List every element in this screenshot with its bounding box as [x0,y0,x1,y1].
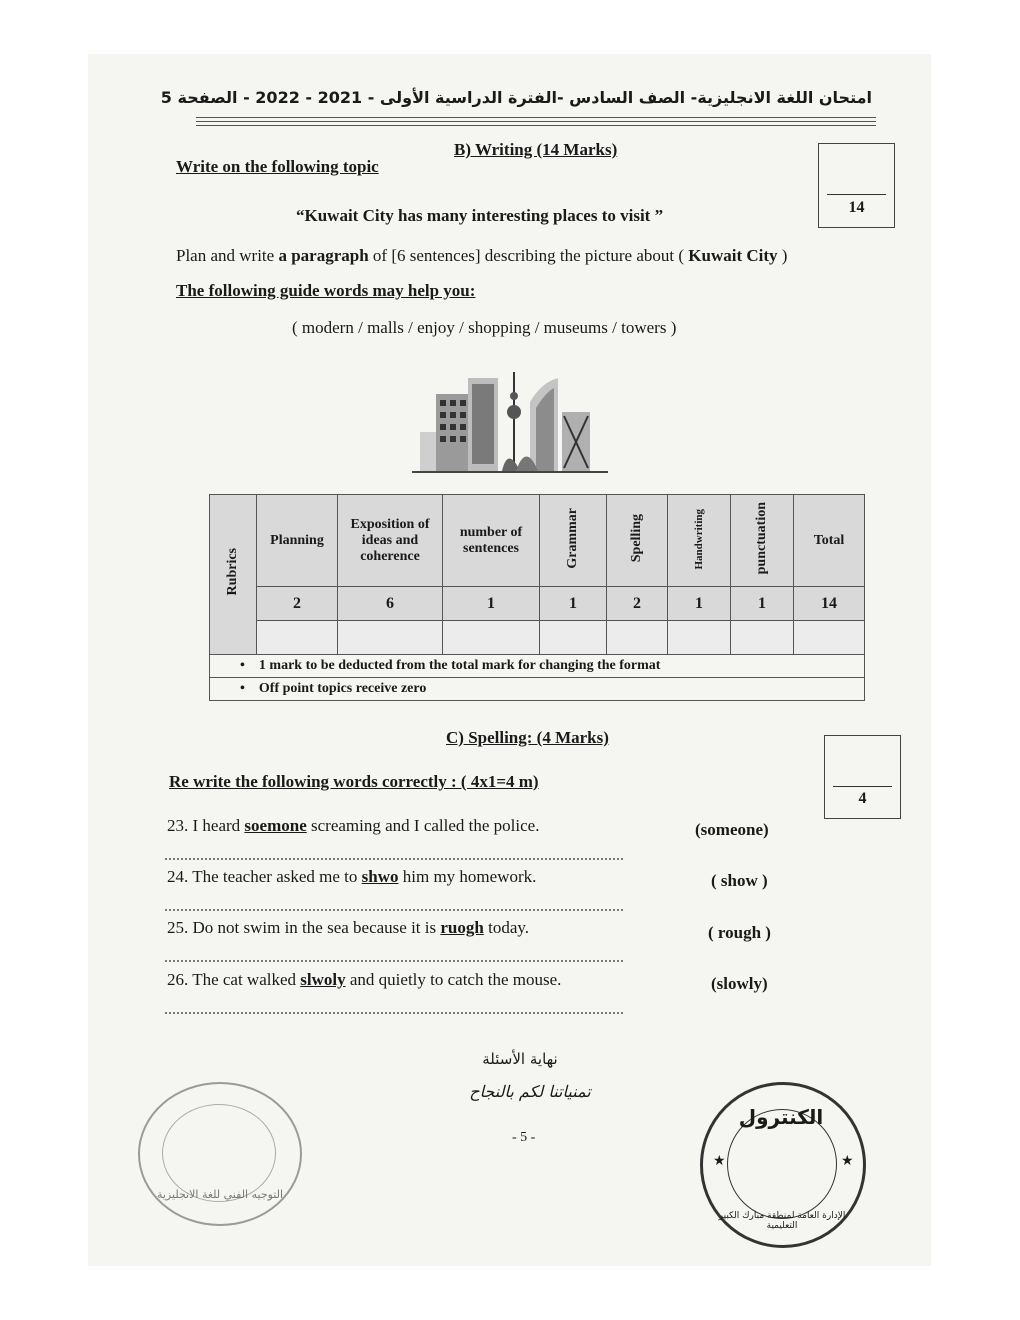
rubric-header: Handwriting [668,495,731,587]
rubric-mark: 2 [257,587,338,621]
spelling-answer-26: (slowly) [711,974,768,993]
header-divider-3 [196,125,876,126]
rubric-mark: 1 [668,587,731,621]
spelling-section-title: C) Spelling: (4 Marks) [446,728,609,747]
score-cell[interactable] [607,621,668,655]
guide-words: ( modern / malls / enjoy / shopping / museums / towers ) [292,318,677,337]
spelling-mark-total: 4 [858,790,867,807]
rubric-header: Spelling [607,495,668,587]
rubric-table [209,494,865,701]
answer-line-23[interactable] [165,858,623,860]
rubric-note: • 1 mark to be deducted from the total mark for changing the format [210,655,865,678]
spelling-question-26: 26. The cat walked slwoly and quietly to catch the mouse. [167,970,562,989]
guide-words-title: The following guide words may help you: [176,281,476,300]
spelling-answer-23: (someone) [695,820,769,839]
answer-line-24[interactable] [165,909,623,911]
rubric-mark: 1 [731,587,794,621]
score-cell[interactable] [338,621,443,655]
rubric-mark: 14 [794,587,865,621]
rubric-header: Planning [257,495,338,587]
end-of-questions: نهاية الأسئلة [482,1050,558,1068]
spelling-answer-24: ( show ) [711,871,768,890]
score-cell[interactable] [668,621,731,655]
header-divider [196,117,876,118]
writing-mark-total: 14 [848,199,865,216]
good-luck-message: تمنياتنا لكم بالنجاح [469,1082,591,1101]
rubric-header: number of sentences [443,495,540,587]
rubric-mark: 2 [607,587,668,621]
score-cell[interactable] [443,621,540,655]
spelling-question-24: 24. The teacher asked me to shwo him my homework. [167,867,537,886]
score-cell[interactable] [731,621,794,655]
spelling-question-25: 25. Do not swim in the sea because it is ruogh today. [167,918,530,937]
spelling-mark-box [824,735,901,819]
rubric-mark: 1 [443,587,540,621]
spelling-instruction: Re write the following words correctly : ( 4x1=4 m) [169,772,539,791]
score-cell[interactable] [540,621,607,655]
page-header: امتحان اللغة الانجليزية- الصف السادس -الفترة الدراسية الأولى - 2021 - 2022 - الصفحة 5 [160,88,872,107]
writing-section-title: B) Writing (14 Marks) [454,140,618,159]
writing-mark-box [818,143,895,228]
answer-line-26[interactable] [165,1012,623,1014]
score-cell[interactable] [257,621,338,655]
score-cell[interactable] [794,621,865,655]
rubric-mark: 1 [540,587,607,621]
kuwait-city-illustration [412,372,608,474]
spelling-question-23: 23. I heard soemone screaming and I called the police. [167,816,540,835]
plan-instruction: Plan and write a paragraph of [6 sentences] describing the picture about ( Kuwait City ) [176,246,788,265]
spelling-answer-25: ( rough ) [708,923,771,942]
rubric-mark: 6 [338,587,443,621]
control-stamp: الكنترول ★ ★ الإدارة العامة لمنطقة مبارك الكبير التعليمية [700,1082,866,1248]
rubric-note: • Off point topics receive zero [210,678,865,701]
answer-line-25[interactable] [165,960,623,962]
rubric-header: punctuation [731,495,794,587]
writing-topic: “Kuwait City has many interesting places to visit ” [296,206,664,225]
rubric-row-label: Rubrics [210,495,257,655]
rubric-header: Total [794,495,865,587]
page-number: - 5 - [512,1130,536,1145]
left-stamp: التوجيه الفني للغة الانجليزية [138,1082,302,1226]
rubric-header: Grammar [540,495,607,587]
writing-instruction: Write on the following topic [176,157,379,176]
rubric-header: Exposition of ideas and coherence [338,495,443,587]
header-divider-2 [196,121,876,122]
